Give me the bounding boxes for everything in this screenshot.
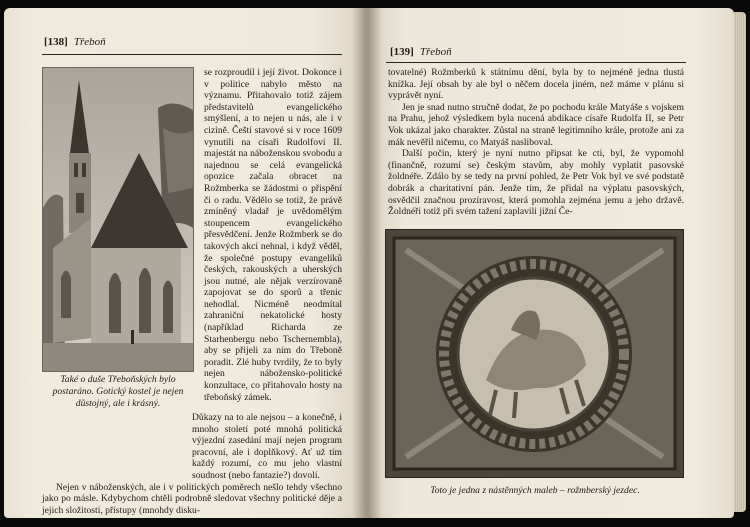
church-illustration xyxy=(43,68,193,371)
left-running-head xyxy=(44,36,106,48)
right-running-head xyxy=(390,46,452,58)
right-paragraph-3: Další počin, který je nyní nutno připsat ke cti, byl, že vypomohl (finančně, rozumí se) českým stavům, aby mohly vyplatit pasovské žoldnéře. Zdálo by se tedy na první pohled, že Petr Vok byl ve své podstatě dobrák a charitativní pán. Jenže tím, že přidal na výplatu pasovských, osvědčil značnou prozíravost, která pomohla zejména jemu a jeho državě. Žoldnéři totiž při svém tažení zaplavili jižní Če- xyxy=(388,148,684,218)
photo-caption: Také o duše Třeboňských bylo postaráno. Gotický kostel je nejen důstojný, ale i krásný. xyxy=(52,374,184,409)
left-page-number: [138] xyxy=(44,36,68,48)
right-running-title: Třeboň xyxy=(419,46,452,58)
mural-caption: Toto je jedna z nástěnných maleb – rožmberský jezdec. xyxy=(430,485,640,496)
left-column-lower xyxy=(42,412,342,516)
page-edges xyxy=(734,12,746,512)
left-running-title: Třeboň xyxy=(73,36,106,48)
right-page-number: [139] xyxy=(390,46,414,58)
left-paragraph-2: Důkazy na to ale nejsou – a konečně, i mnoho století poté mnohá politická výjezdní zasedání mají nejen program pracovní, ale i doplňkový. Ať už tím každý rozumí, co mu jeho vlastní soudnost (nebo fantazie?) dovolí. xyxy=(192,412,342,481)
left-paragraph-1: se rozproudil i její život. Dokonce i v politice nabylo město na významu. Přitahovalo totiž zájem představitelů evangelického smýšlení, a to nejen u nás, ale i v cizině. Čeští stavové si v roce 1609 vynutili na císaři Rudolfovi II. majestát na náboženskou svobodu a najednou se celá evangelická opozice začala obracet na Rožmberka se žádostmi o přispění či o radu. Vědělo se totiž, že právě zmíněný vladař je uvědomělým stoupencem evangelického přesvědčení. Jenže Rožmberk se do takových akcí nehnal, i když věděl, že společné postupy evangelíků českých, rakouských a uherských jsou nutné, ale nějak verzírovaně zapojovat se do sporů a třenic nehodlal. Nicméně neodmítal zahraniční nekatolické hosty (například Richarda ze Starhenbergu nebo Tschernembla), aby se přijeli za ním do Třeboně poradit. Zlé huby tvrdily, že to byly nejen nábožensko-politické konzultace, co přitahovalo hosty na třeboňský zámek. xyxy=(204,67,342,403)
right-header-rule xyxy=(386,62,686,63)
right-column xyxy=(388,67,684,218)
right-paragraph-1: tovatelné) Rožmberků k státnímu dění, byla by to nejméně jedna tlustá knížka. Její obsah by ale byl o něčem docela jiném, než máme v plánu si vyprávět nyní. xyxy=(388,67,684,102)
left-paragraph-3: Nejen v náboženských, ale i v politických poměrech nešlo tehdy všechno jako po másle. Kdybychom chtěli podrobně sledovat všechny politické děje a jejich složitosti, přístupy (mnohdy disku- xyxy=(42,481,342,516)
right-paragraph-2: Jen je snad nutno stručně dodat, že po pochodu krále Matyáše s vojskem na Prahu, jehož výsledkem byla nucená abdikace císaře Rudolfa II, se Petr Vok ukázal jako charakter. Zůstal na straně legitimního krále, protože ani za mák nevěřil ničemu, co Matyáš nasliboval. xyxy=(388,101,684,148)
left-header-rule xyxy=(42,54,342,55)
left-column-upper xyxy=(204,67,342,403)
mural-photo xyxy=(385,229,684,478)
church-photo xyxy=(42,67,194,372)
mural-illustration xyxy=(386,230,683,477)
